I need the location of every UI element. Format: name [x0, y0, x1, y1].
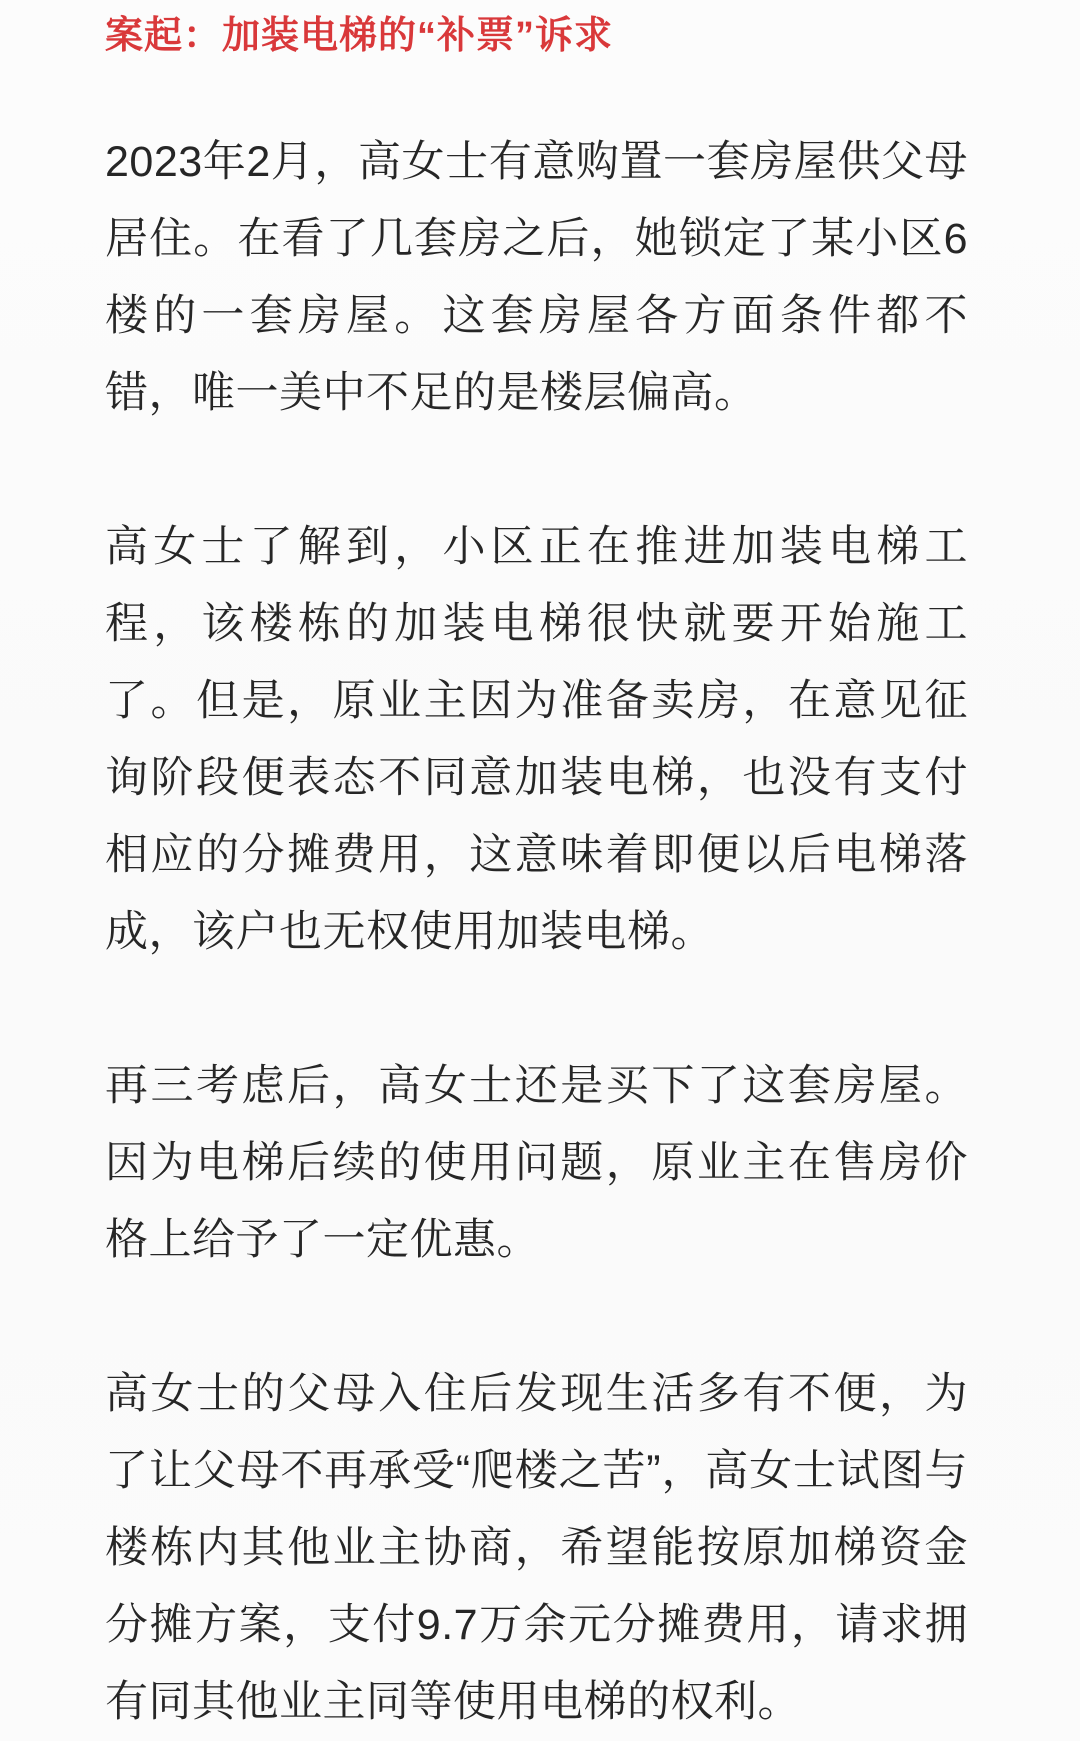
article-paragraph: 再三考虑后，高女士还是买下了这套房屋。因为电梯后续的使用问题，原业主在售房价格上给予了一定优惠。: [105, 1062, 968, 1264]
article-body: [105, 124, 968, 1741]
article-paragraph: 高女士的父母入住后发现生活多有不便，为了让父母不再承受“爬楼之苦”，高女士试图与楼栋内其他业主协商，希望能按原加梯资金分摊方案，支付9.7万余元分摊费用，请求拥有同其他业主同等使用电梯的权利。: [105, 1370, 968, 1726]
article-heading: 案起：加装电梯的“补票”诉求: [105, 15, 614, 57]
article-paragraph: 高女士了解到，小区正在推进加装电梯工程，该楼栋的加装电梯很快就要开始施工了。但是，原业主因为准备卖房，在意见征询阶段便表态不同意加装电梯，也没有支付相应的分摊费用，这意味着即便以后电梯落成，该户也无权使用加装电梯。: [105, 523, 968, 956]
article-paragraph: 2023年2月，高女士有意购置一套房屋供父母居住。在看了几套房之后，她锁定了某小区6楼的一套房屋。这套房屋各方面条件都不错，唯一美中不足的是楼层偏高。: [105, 138, 968, 417]
